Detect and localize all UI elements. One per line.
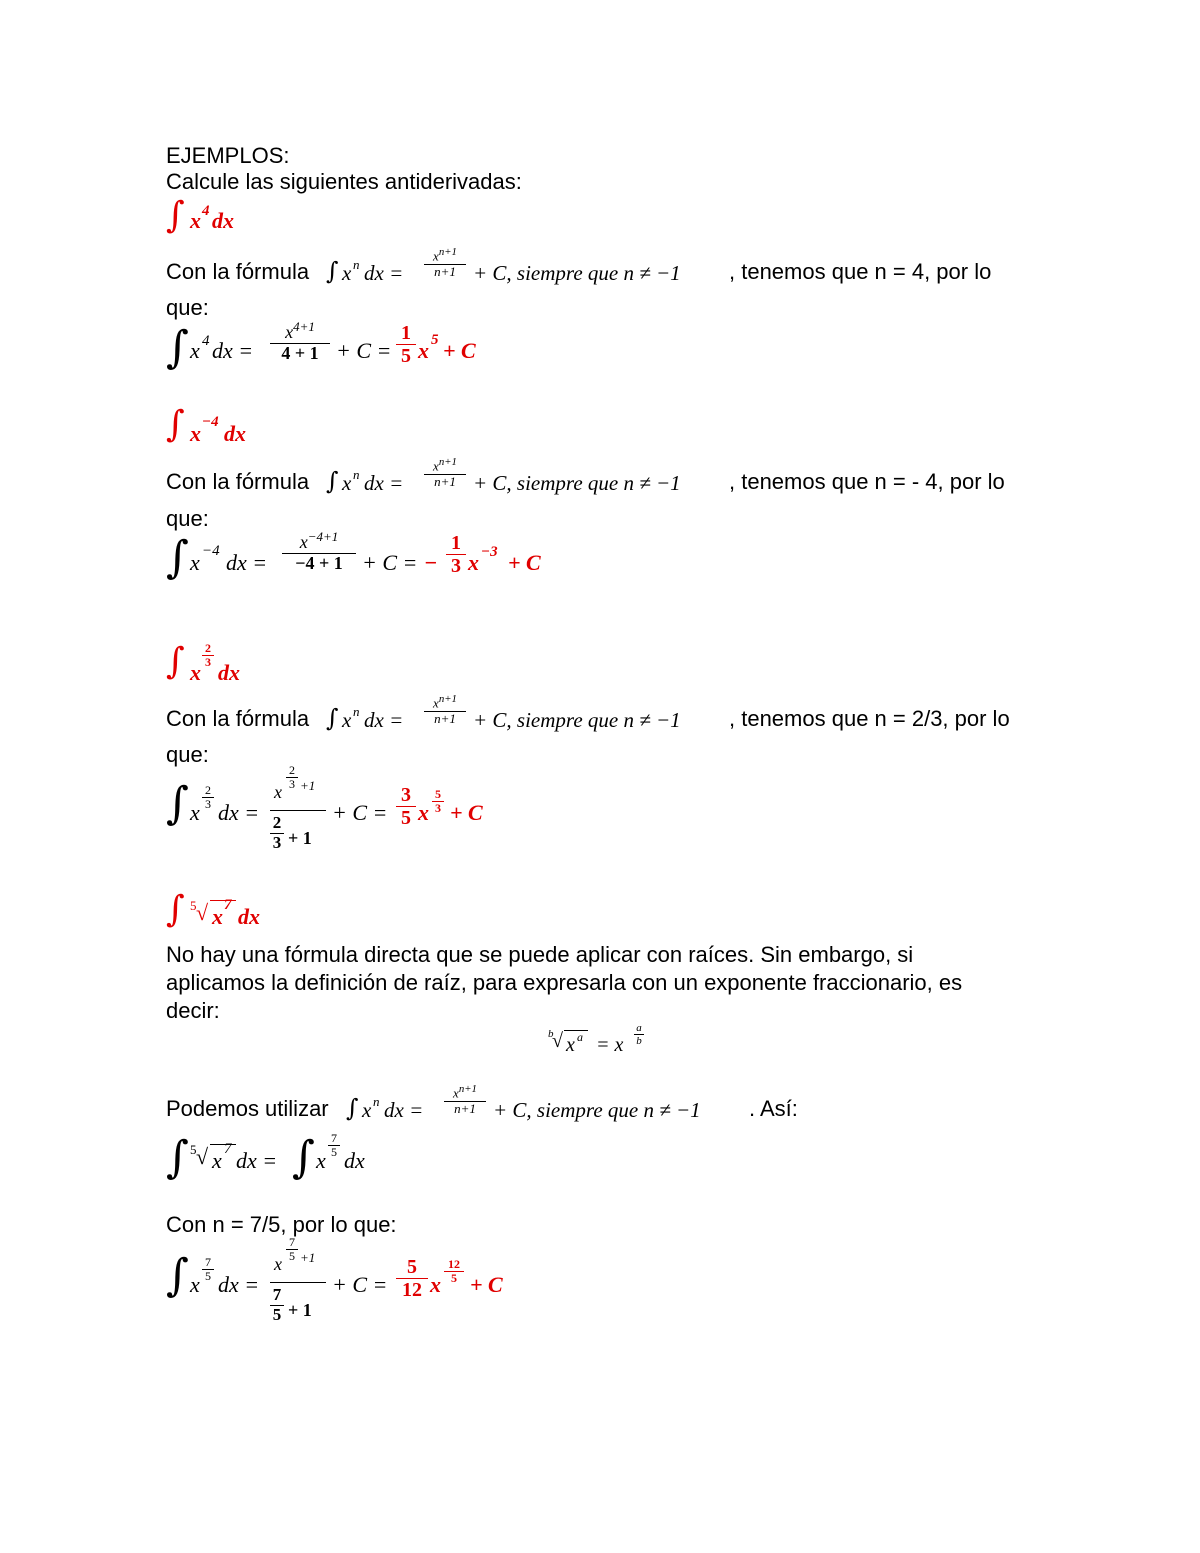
formula-prefix: Con la fórmula (166, 259, 310, 284)
example-3-problem: ∫ x 2 3 dx (166, 641, 240, 685)
document-page: EJEMPLOS: Calcule las siguientes antiderivadas: ∫ x 4 dx Con la fórmula ∫ x n dx = $x^{n+1}$ n+1 + C, siempre que n ≠ −1 , tenemos que n = 4, por lo que: ∫ x 4 dx = $x^{4+1}$ 4 + 1 + C = 1 5 x 5 + C ∫ x −4 dx Con la fórmula ∫ x n dx = $x^{n+1}$ n+1 + C, siempre que n ≠ −1 , tenemos que n = - 4, por lo que: ∫ x −4 dx = $x^{-4+1}$ −4 + 1 + C = − 1 3 x −3 + C ∫ x 2 3 dx Con la fórmula ∫ x n dx = $x^{n+1}$ n+1 + C, siempre que n ≠ −1 , tenemos que n = 2/3, por lo que: ∫ x 2 3 dx = x 2 3 +1 2 3 + 1 + C = 3 5 x 5 3 + C ∫ 5 √ x 7 dx No hay una fórmula directa que se puede aplicar con raíces. Sin embargo, si aplicamos la definición de raíz, para expresarla con un exponente fraccionario, es decir: b √ x a = x a b Podemos utilizar ∫ x n dx = $x^{n+1}$ n+1 + C, siempre que n ≠ −1 . Así: ∫ 5 √ x 7 dx = ∫ x 7 5 dx Con n = 7/5, por lo que: ∫ x 7 5 dx = x 7 5 +1 7 5 + 1 + C = 5 12 x 12 5 + C (0, 0, 1200, 1553)
example-3-n-text: , tenemos que n = 2/3, por lo (729, 706, 1010, 731)
example-1-solution: ∫ x 4 dx = $x^{4+1}$ 4 + 1 + C = 1 5 x 5 + C (166, 319, 476, 373)
example-3-explanation: Con la fórmula ∫ x n dx = $x^{n+1}$ n+1 + C, siempre que n ≠ −1 , tenemos que n = 2/3, por lo (166, 693, 1010, 732)
example-1-problem: ∫ x 4 dx (166, 195, 234, 236)
example-2-n-text: , tenemos que n = - 4, por lo (729, 469, 1005, 494)
podemos-suffix: . Así: (749, 1096, 798, 1121)
example-2-problem: ∫ x −4 dx (166, 404, 246, 446)
example-4-solution: ∫ x 7 5 dx = x 7 5 +1 7 5 + 1 + C = 5 12 x 12 5 + C (166, 1235, 503, 1324)
instruction-text: Calcule las siguientes antiderivadas: (166, 169, 522, 194)
example-2-solution: ∫ x −4 dx = $x^{-4+1}$ −4 + 1 + C = − 1 3 x −3 + C (166, 529, 541, 583)
con-n-text: Con n = 7/5, por lo que: (166, 1212, 397, 1237)
paragraph-line-3: decir: (166, 998, 220, 1023)
page-heading: EJEMPLOS: (166, 143, 290, 168)
root-rewrite: ∫ 5 √ x 7 dx = ∫ x 7 5 dx (166, 1131, 365, 1183)
paragraph-line-2: aplicamos la definición de raíz, para expresarla con un exponente fraccionario, es (166, 970, 963, 995)
podemos-line: Podemos utilizar ∫ x n dx = $x^{n+1}$ n+1 + C, siempre que n ≠ −1 . Así: (166, 1083, 798, 1122)
example-1-n-text: , tenemos que n = 4, por lo (729, 259, 992, 284)
que-label: que: (166, 295, 209, 320)
podemos-prefix: Podemos utilizar (166, 1096, 329, 1121)
example-2-explanation: Con la fórmula ∫ x n dx = $x^{n+1}$ n+1 + C, siempre que n ≠ −1 , tenemos que n = - 4, por lo (166, 456, 1005, 495)
example-4-problem: ∫ 5 √ x 7 dx (166, 889, 260, 930)
example-3-solution: ∫ x 2 3 dx = x 2 3 +1 2 3 + 1 + C = 3 5 x 5 3 + C (166, 763, 483, 852)
paragraph-line-1: No hay una fórmula directa que se puede aplicar con raíces. Sin embargo, si (166, 942, 914, 967)
root-definition: b √ x a = x a b (548, 1022, 668, 1062)
example-1-explanation: Con la fórmula ∫ x n dx = $x^{n+1}$ n+1 + C, siempre que n ≠ −1 , tenemos que n = 4, por lo (166, 246, 992, 285)
